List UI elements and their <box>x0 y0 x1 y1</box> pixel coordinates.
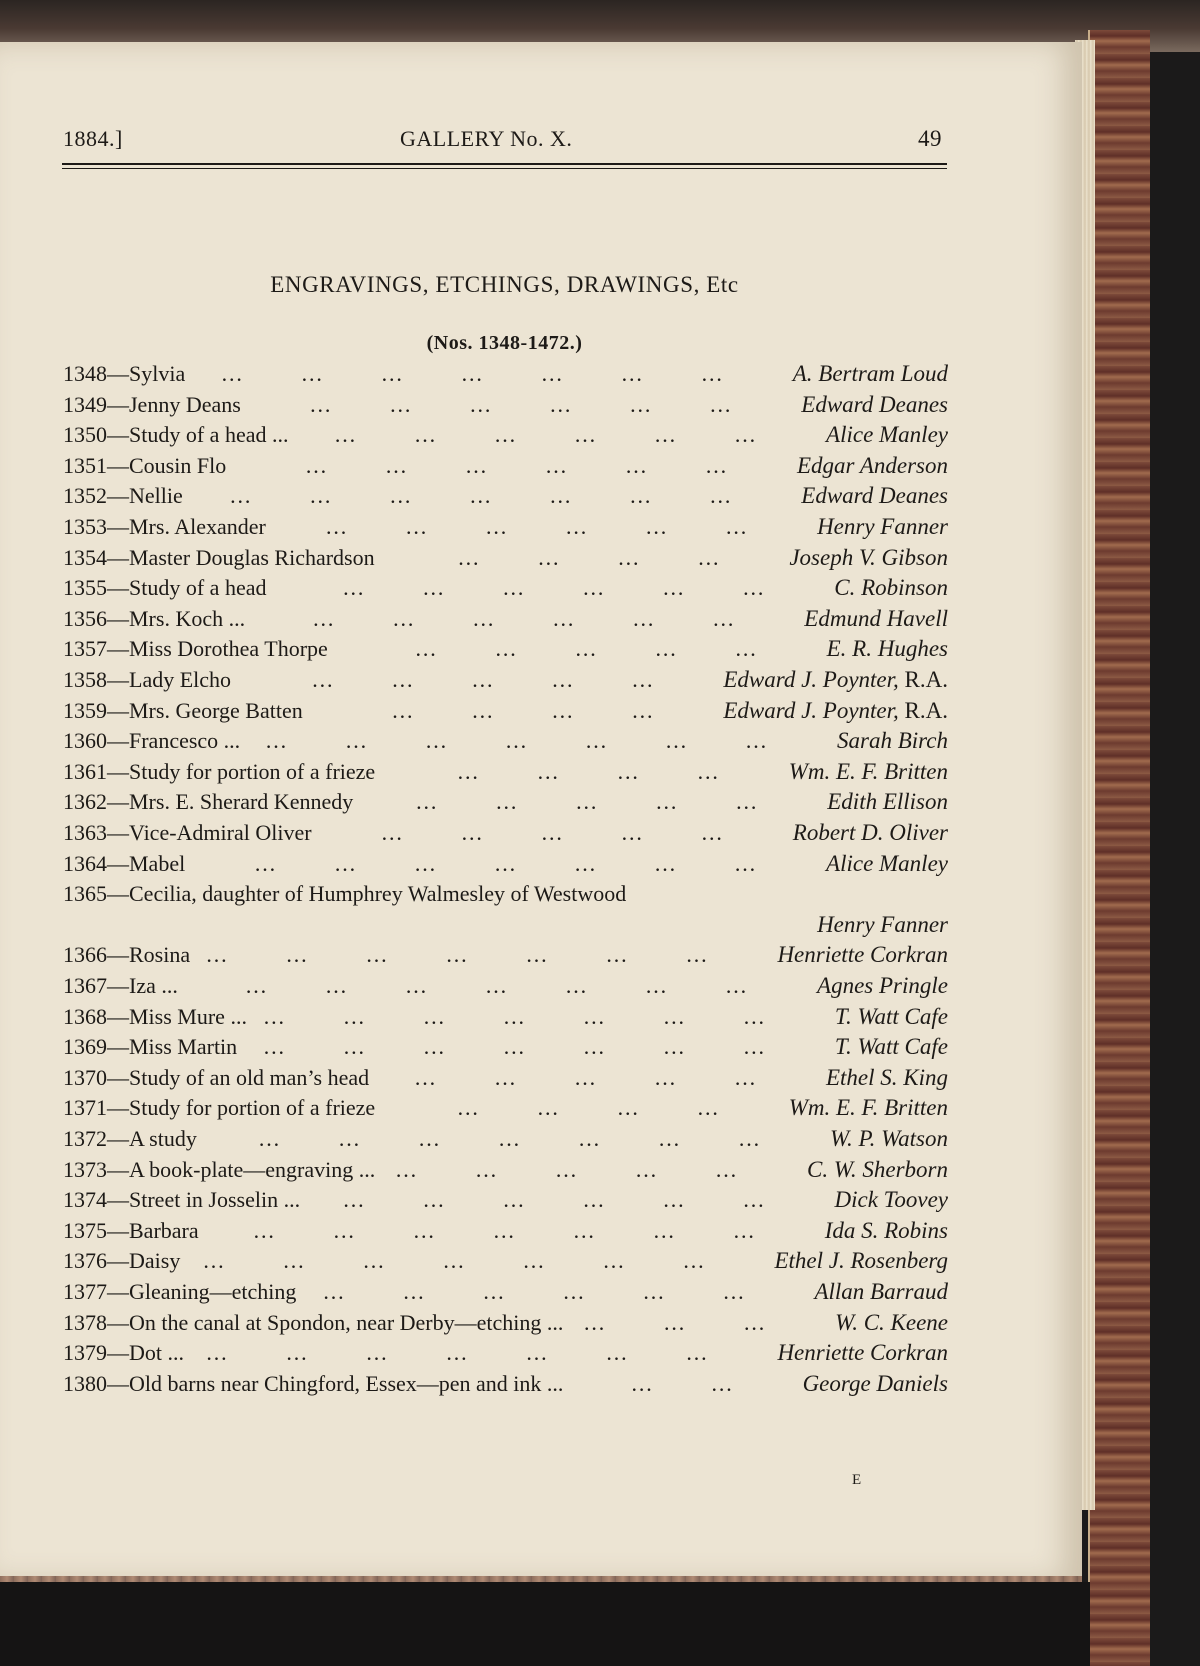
entry-title: Mrs. George Batten <box>129 697 303 723</box>
catalogue-entry <box>63 1062 948 1094</box>
entry-artist-name: Edward Deanes <box>801 483 948 509</box>
entry-artist <box>825 1215 948 1247</box>
entry-number-title <box>63 603 245 635</box>
entry-artist-name: Edward J. Poynter, <box>723 667 899 692</box>
leader-dots: ………………… <box>202 1248 763 1274</box>
entry-title: Iza ... <box>129 973 178 998</box>
catalogue-entry <box>63 450 948 482</box>
entry-artist <box>835 1184 948 1216</box>
entry-title: Miss Dorothea Thorpe <box>129 636 328 662</box>
leader-dots: ………………… <box>265 728 826 754</box>
catalogue-entry <box>63 1215 948 1247</box>
catalogue-entry <box>63 389 948 421</box>
entry-number: 1348 <box>63 361 107 386</box>
entry-number-title <box>63 1001 247 1033</box>
book-page <box>0 42 1082 1582</box>
entry-number-title <box>63 1276 296 1308</box>
entry-number-title <box>63 664 231 696</box>
entry-title: Francesco ... <box>129 728 241 754</box>
entry-number-title <box>63 1062 369 1094</box>
entry-title: Sylvia <box>129 361 186 386</box>
entry-dash: — <box>107 1034 129 1060</box>
entry-artist <box>835 1031 948 1063</box>
entry-artist <box>803 1368 948 1400</box>
entry-artist <box>804 603 948 635</box>
entry-title: On the canal at Spondon, near Derby—etching ... <box>129 1309 564 1335</box>
entry-title: Miss Mure ... <box>129 1003 247 1029</box>
entry-number-title <box>63 725 240 757</box>
entry-dash: — <box>107 452 129 478</box>
leader-dots: …… <box>630 1370 791 1396</box>
entry-dash: — <box>107 422 129 448</box>
entry-number-title <box>63 1092 375 1124</box>
entry-title: Study of a head ... <box>129 422 289 448</box>
entry-number-title <box>63 450 226 482</box>
entry-artist-name: Henriette Corkran <box>777 942 948 968</box>
leader-dots: …………… <box>380 820 781 845</box>
leader-dots: ………………… <box>254 850 815 876</box>
entry-artist <box>817 909 948 941</box>
entry-title: Study for portion of a frieze <box>129 758 376 784</box>
entry-title: Vice-Admiral Oliver <box>129 820 312 845</box>
entry-number-title <box>63 970 178 1002</box>
entry-number: 1369 <box>63 1034 107 1060</box>
entry-dash: — <box>107 850 129 876</box>
leader-dots: ……………… <box>322 1279 803 1304</box>
entry-artist <box>797 450 948 482</box>
entry-number-title <box>63 756 375 788</box>
entry-artist-name: Ida S. Robins <box>824 1217 948 1243</box>
catalogue-entry <box>63 1154 948 1186</box>
entry-artist <box>793 817 948 849</box>
entry-title: Mrs. Alexander <box>129 514 266 539</box>
entry-artist-name: A. Bertram Loud <box>792 361 948 386</box>
entry-artist <box>814 1276 948 1308</box>
leader-dots: ………… <box>391 697 712 723</box>
entry-artist <box>777 939 948 971</box>
catalogue-entry <box>63 1337 948 1369</box>
entry-number: 1352 <box>63 483 107 509</box>
entry-dash: — <box>107 1309 129 1335</box>
catalogue-entry <box>63 1368 948 1400</box>
catalogue-entry <box>63 725 948 757</box>
entry-number: 1375 <box>63 1217 107 1243</box>
entry-title: Old barns near Chingford, Essex—pen and ink ... <box>129 1370 564 1396</box>
entry-artist <box>830 1123 948 1155</box>
entry-number-title <box>63 848 185 880</box>
catalogue-entry <box>63 695 948 727</box>
entry-number: 1350 <box>63 422 107 448</box>
entry-artist-name: Edward Deanes <box>801 391 948 417</box>
entry-title: Master Douglas Richardson <box>129 544 375 570</box>
entry-dash: — <box>107 575 129 601</box>
entry-title: Daisy <box>129 1248 181 1274</box>
entry-artist-honour: R.A. <box>898 697 948 723</box>
entry-title: Nellie <box>129 483 183 509</box>
catalogue-entry <box>63 786 948 818</box>
leader-dots: ……………… <box>342 1187 823 1213</box>
catalogue-entry <box>63 1123 948 1155</box>
entry-number: 1379 <box>63 1340 107 1366</box>
entry-number: 1380 <box>63 1370 107 1396</box>
entry-number: 1366 <box>63 942 107 968</box>
entry-artist-name: Robert D. Oliver <box>792 820 948 845</box>
entry-number: 1349 <box>63 391 107 417</box>
entry-title: Street in Josselin ... <box>129 1187 301 1213</box>
entry-dash: — <box>107 361 129 386</box>
catalogue-entry <box>63 542 948 574</box>
entry-title: Lady Elcho <box>129 667 232 692</box>
catalogue-entry <box>63 1092 948 1124</box>
entry-number-title <box>63 358 185 390</box>
entry-number-title <box>63 1123 197 1155</box>
entry-dash: — <box>107 1370 129 1396</box>
entry-artist-name: Ethel J. Rosenberg <box>774 1248 948 1274</box>
entry-artist <box>723 695 948 727</box>
entry-number-title <box>63 1031 237 1063</box>
catalogue-entry <box>63 1184 948 1216</box>
entry-artist-name: Henriette Corkran <box>777 1340 948 1366</box>
entry-dash: — <box>107 1340 129 1366</box>
catalogue-entry <box>63 1031 948 1063</box>
entry-artist <box>835 1307 948 1339</box>
leader-dots: ………………… <box>262 1034 823 1060</box>
entry-number-title <box>63 542 375 574</box>
entry-title: Study of an old man’s head <box>129 1064 370 1090</box>
leader-dots: ………… <box>456 1095 777 1121</box>
leader-dots: ……………… <box>342 575 823 601</box>
entry-dash: — <box>107 483 129 509</box>
catalogue-entry <box>63 572 948 604</box>
catalogue-entry <box>63 1245 948 1277</box>
entry-artist-name: Edith Ellison <box>827 789 948 815</box>
entry-number: 1362 <box>63 789 107 815</box>
leader-dots: ……………… <box>309 391 790 417</box>
catalogue-entry <box>63 817 948 849</box>
section-heading: ENGRAVINGS, ETCHINGS, DRAWINGS, Etc <box>270 272 739 297</box>
entry-number-title <box>63 389 241 421</box>
entry-number: 1351 <box>63 452 107 478</box>
book-cover-edge <box>1088 30 1150 1666</box>
leader-dots: …………… <box>311 667 712 692</box>
leader-dots: ……………… <box>312 605 793 631</box>
leader-dots: …………… <box>414 636 815 662</box>
entry-title: Mrs. E. Sherard Kennedy <box>129 789 354 815</box>
header-rule-thin <box>62 168 947 169</box>
entry-title: Study of a head <box>129 575 267 601</box>
entry-number-title <box>63 1337 184 1369</box>
entry-artist <box>807 1154 948 1186</box>
entry-title: Cecilia, daughter of Humphrey Walmesley of Westwood <box>129 881 627 907</box>
entry-artist <box>789 1092 948 1124</box>
entry-title: Barbara <box>129 1217 199 1243</box>
entry-dash: — <box>107 1064 129 1090</box>
entry-number: 1371 <box>63 1095 107 1121</box>
entry-artist-name: Allan Barraud <box>814 1279 948 1304</box>
entry-artist <box>826 419 948 451</box>
leader-dots: ……………… <box>305 452 785 478</box>
entry-dash: — <box>107 820 129 845</box>
entry-artist-name: C. Robinson <box>834 575 948 601</box>
catalogue-entry <box>63 756 948 788</box>
leader-dots: ………………… <box>220 361 781 386</box>
entry-number: 1367 <box>63 973 107 998</box>
entry-dash: — <box>107 973 129 998</box>
entry-artist-name: Dick Toovey <box>834 1187 948 1213</box>
entry-number: 1377 <box>63 1279 107 1304</box>
entry-number-title <box>63 1245 180 1277</box>
entry-dash: — <box>107 758 129 784</box>
entry-artist-name: C. W. Sherborn <box>807 1156 948 1182</box>
leader-dots: …………… <box>395 1156 795 1182</box>
running-head-year: 1884.] <box>63 126 123 151</box>
entry-number: 1356 <box>63 605 107 631</box>
entry-dash: — <box>107 1126 129 1151</box>
catalogue-entry <box>63 358 948 390</box>
entry-number-title <box>63 511 266 543</box>
entry-title: Jenny Deans <box>129 391 241 417</box>
entry-artist <box>827 786 948 818</box>
page-bottom-shadow <box>0 1582 1090 1666</box>
entry-number-title <box>63 572 266 604</box>
entry-number-title <box>63 695 303 727</box>
entry-title: Mabel <box>129 850 186 876</box>
entry-dash: — <box>107 636 129 662</box>
entry-artist <box>817 970 948 1002</box>
entry-number-title <box>63 786 353 818</box>
entry-artist-name: Edgar Anderson <box>797 452 948 478</box>
entry-dash: — <box>107 514 129 539</box>
leader-dots: ……… <box>583 1309 824 1335</box>
entry-title: Mrs. Koch ... <box>129 605 246 631</box>
entry-number: 1353 <box>63 514 107 539</box>
entry-number: 1354 <box>63 544 107 570</box>
entry-number: 1360 <box>63 728 107 754</box>
entry-number-title <box>63 878 626 910</box>
entry-dash: — <box>107 697 129 723</box>
entry-artist-honour: R.A. <box>898 667 948 692</box>
entry-artist <box>789 756 948 788</box>
entry-dash: — <box>107 667 129 692</box>
entry-artist-name: Wm. E. F. Britten <box>788 758 948 784</box>
catalogue-entry <box>63 480 948 512</box>
entry-number: 1357 <box>63 636 107 662</box>
leader-dots: ………………… <box>262 1003 823 1029</box>
catalogue-entry <box>63 1001 948 1033</box>
entry-number: 1355 <box>63 575 107 601</box>
entry-artist-name: Edmund Havell <box>804 605 948 631</box>
leader-dots: ……………… <box>325 514 806 539</box>
entry-number-title <box>63 817 312 849</box>
entry-number-title <box>63 1307 563 1339</box>
entry-dash: — <box>107 1003 129 1029</box>
entry-dash: — <box>107 942 129 968</box>
entry-number: 1374 <box>63 1187 107 1213</box>
signature-mark: E <box>852 1472 862 1488</box>
entry-number: 1373 <box>63 1156 107 1182</box>
entry-artist-name: E. R. Hughes <box>826 636 948 662</box>
entry-artist <box>723 664 948 696</box>
leader-dots: ………………… <box>257 1126 818 1151</box>
entry-dash: — <box>107 544 129 570</box>
entry-artist-name: Henry Fanner <box>817 514 948 539</box>
entry-number: 1378 <box>63 1309 107 1335</box>
running-head-title: GALLERY No. X. <box>400 126 573 151</box>
entry-artist-name: Henry Fanner <box>817 911 948 937</box>
leader-dots: ………… <box>457 544 778 570</box>
entry-number: 1372 <box>63 1126 107 1151</box>
catalogue-entry <box>63 633 948 665</box>
leader-dots: …………… <box>413 1064 814 1090</box>
entry-number-title <box>63 633 328 665</box>
entry-artist <box>777 1337 948 1369</box>
entry-title: Rosina <box>129 942 191 968</box>
entry-artist-name: T. Watt Cafe <box>834 1034 948 1060</box>
entry-artist <box>837 725 948 757</box>
entry-artist-name: Alice Manley <box>826 422 948 448</box>
entry-artist <box>826 1062 948 1094</box>
entry-artist <box>793 358 948 390</box>
entry-number: 1361 <box>63 758 107 784</box>
entry-dash: — <box>107 1095 129 1121</box>
entry-number-title <box>63 480 183 512</box>
leader-dots: ………………… <box>205 1340 766 1366</box>
entry-title: Cousin Flo <box>129 452 227 478</box>
entry-number: 1376 <box>63 1248 107 1274</box>
leader-dots: ………………… <box>245 973 806 998</box>
catalogue-entry <box>63 419 948 451</box>
entry-dash: — <box>107 789 129 815</box>
entry-artist <box>801 389 948 421</box>
entry-artist <box>834 572 948 604</box>
entry-artist-name: Alice Manley <box>826 850 948 876</box>
leader-dots: ……………… <box>334 422 815 448</box>
entry-artist-name: Agnes Pringle <box>817 973 948 998</box>
entry-title: Gleaning—etching <box>129 1279 297 1304</box>
catalogue-entry <box>63 878 948 939</box>
entry-artist-name: George Daniels <box>802 1370 948 1396</box>
entry-artist-name: Edward J. Poynter, <box>723 697 899 723</box>
leader-dots: …………… <box>415 789 816 815</box>
entry-number: 1370 <box>63 1064 107 1090</box>
catalogue-entry <box>63 603 948 635</box>
entry-dash: — <box>107 605 129 631</box>
entry-artist-name: Sarah Birch <box>837 728 948 754</box>
entry-dash: — <box>107 1248 129 1274</box>
entry-artist <box>835 1001 948 1033</box>
entry-artist <box>817 511 948 543</box>
entry-artist <box>826 848 948 880</box>
leader-dots: ………………… <box>229 483 790 509</box>
entry-title: Study for portion of a frieze <box>129 1095 376 1121</box>
catalogue-entry <box>63 1276 948 1308</box>
entry-artist <box>801 480 948 512</box>
entry-dash: — <box>107 881 129 907</box>
section-subheading: (Nos. 1348-1472.) <box>426 332 583 354</box>
catalogue-entry <box>63 939 948 971</box>
entry-artist <box>774 1245 948 1277</box>
entry-number-title <box>63 1154 375 1186</box>
entry-artist-name: Joseph V. Gibson <box>789 544 948 570</box>
entry-artist-name: T. Watt Cafe <box>834 1003 948 1029</box>
leader-dots: ………… <box>456 758 777 784</box>
entry-artist-name: Ethel S. King <box>825 1064 948 1090</box>
entry-artist-name: W. C. Keene <box>835 1309 948 1335</box>
entry-artist-name: Wm. E. F. Britten <box>788 1095 948 1121</box>
entry-number: 1364 <box>63 850 107 876</box>
entry-number-title <box>63 1215 199 1247</box>
entry-number-title <box>63 1368 563 1400</box>
entry-number-title <box>63 939 190 971</box>
catalogue-entry <box>63 511 948 543</box>
catalogue-entry <box>63 848 948 880</box>
entry-title: Miss Martin <box>129 1034 238 1060</box>
entry-title: A book-plate—engraving ... <box>129 1156 376 1182</box>
page-number: 49 <box>918 126 942 151</box>
catalogue-entry <box>63 970 948 1002</box>
entry-dash: — <box>107 728 129 754</box>
leader-dots: ………………… <box>252 1217 813 1243</box>
catalogue-entry <box>63 664 948 696</box>
entry-number: 1363 <box>63 820 107 845</box>
header-rule <box>62 163 947 165</box>
entry-artist-name: W. P. Watson <box>829 1126 948 1151</box>
entry-number-title <box>63 1184 300 1216</box>
entry-number: 1359 <box>63 697 107 723</box>
entry-artist <box>827 633 948 665</box>
leader-dots: ………………… <box>205 942 766 968</box>
entry-dash: — <box>107 1187 129 1213</box>
entry-dash: — <box>107 1217 129 1243</box>
entry-dash: — <box>107 1156 129 1182</box>
entry-dash: — <box>107 1279 129 1304</box>
entry-number: 1368 <box>63 1003 107 1029</box>
entry-dash: — <box>107 391 129 417</box>
entry-number: 1365 <box>63 881 107 907</box>
entry-title: Dot ... <box>129 1340 184 1366</box>
entry-number-title <box>63 419 288 451</box>
entry-artist <box>789 542 948 574</box>
entry-number: 1358 <box>63 667 107 692</box>
entry-title: A study <box>129 1126 197 1151</box>
catalogue-entry <box>63 1307 948 1339</box>
